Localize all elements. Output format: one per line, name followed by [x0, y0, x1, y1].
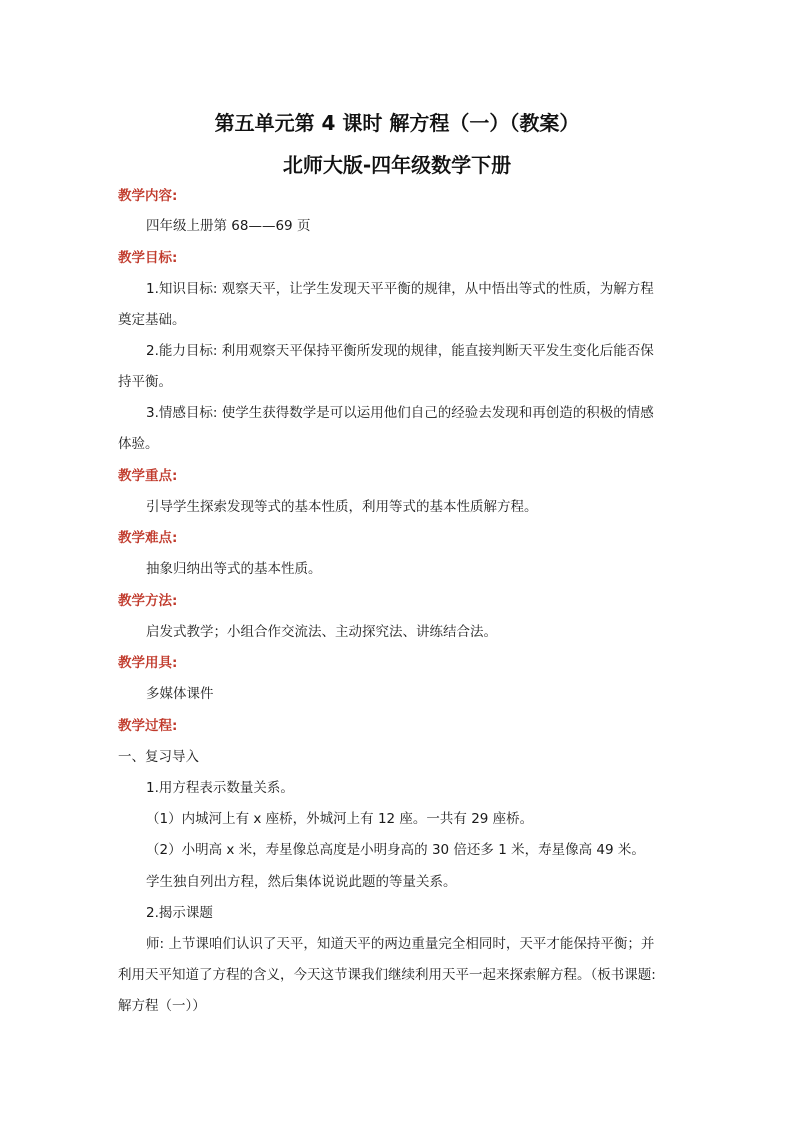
process-item-2-line-2: 利用天平知道了方程的含义，今天这节课我们继续利用天平一起来探索解方程。（板书课题:	[118, 967, 656, 983]
section-heading-key-points: 教学重点:	[118, 468, 178, 484]
process-item-2-line-3: 解方程（一））	[118, 998, 206, 1014]
section-heading-methods: 教学方法:	[118, 593, 178, 609]
process-item-2-line-1: 师: 上节课咱们认识了天平，知道天平的两边重量完全相同时，天平才能保持平衡；并	[146, 936, 655, 952]
goal-3-line-2: 体验。	[118, 436, 159, 452]
process-item-1c: 学生独自列出方程，然后集体说说此题的等量关系。	[146, 874, 457, 890]
methods-text: 启发式教学；小组合作交流法、主动探究法、讲练结合法。	[146, 624, 497, 640]
goal-1-line-1: 1.知识目标: 观察天平，让学生发现天平平衡的规律，从中悟出等式的性质，为解方程	[146, 281, 654, 297]
process-item-1: 1.用方程表示数量关系。	[146, 780, 294, 796]
process-item-2: 2.揭示课题	[146, 905, 213, 921]
process-section-1: 一、复习导入	[118, 749, 199, 765]
section-heading-process: 教学过程:	[118, 718, 178, 734]
section-heading-content: 教学内容:	[118, 188, 178, 204]
goal-1-line-2: 奠定基础。	[118, 312, 186, 328]
process-item-1b: （2）小明高 x 米，寿星像总高度是小明身高的 30 倍还多 1 米，寿星像高 49 米。	[146, 842, 645, 858]
goal-2-line-2: 持平衡。	[118, 374, 172, 390]
section-heading-tools: 教学用具:	[118, 655, 178, 671]
goal-2-line-1: 2.能力目标: 利用观察天平保持平衡所发现的规律，能直接判断天平发生变化后能否保	[146, 343, 654, 359]
page-subtitle: 北师大版-四年级数学下册	[282, 153, 512, 177]
goal-3-line-1: 3.情感目标: 使学生获得数学是可以运用他们自己的经验去发现和再创造的积极的情感	[146, 405, 654, 421]
section-heading-goals: 教学目标:	[118, 250, 178, 266]
key-points-text: 引导学生探索发现等式的基本性质，利用等式的基本性质解方程。	[146, 499, 538, 515]
section-heading-difficulties: 教学难点:	[118, 530, 178, 546]
process-item-1a: （1）内城河上有 x 座桥，外城河上有 12 座。一共有 29 座桥。	[146, 811, 534, 827]
content-text: 四年级上册第 68——69 页	[146, 218, 311, 234]
page-title: 第五单元第 4 课时 解方程（一）（教案）	[214, 111, 580, 135]
difficulties-text: 抽象归纳出等式的基本性质。	[146, 561, 322, 577]
tools-text: 多媒体课件	[146, 686, 214, 702]
